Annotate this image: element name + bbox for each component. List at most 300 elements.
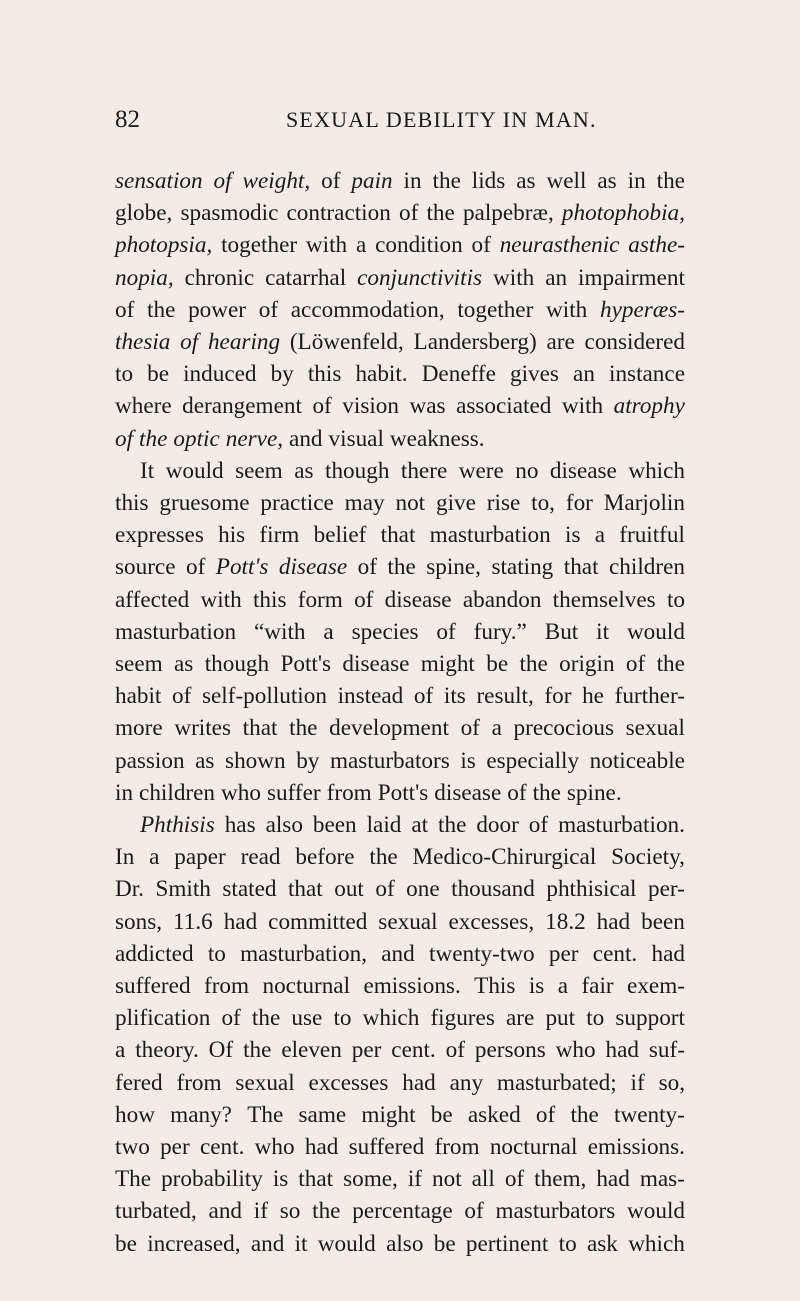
word: give bbox=[435, 490, 476, 516]
word: of bbox=[221, 1005, 241, 1032]
word: children bbox=[609, 554, 685, 581]
italic-word: photopsia, bbox=[115, 232, 213, 259]
word: the bbox=[387, 554, 416, 581]
word: would bbox=[165, 457, 224, 484]
word: as bbox=[597, 168, 617, 194]
word: read bbox=[240, 844, 281, 871]
word: as bbox=[174, 651, 194, 677]
word: abandon bbox=[462, 586, 542, 613]
word: the bbox=[426, 200, 455, 227]
text-line bbox=[115, 745, 685, 777]
text-line bbox=[115, 841, 685, 873]
word: been bbox=[641, 908, 685, 935]
word: of bbox=[528, 812, 549, 838]
word: Dr. bbox=[115, 876, 144, 903]
word: is bbox=[272, 1166, 289, 1193]
italic-word: Pott's bbox=[215, 554, 269, 581]
word: a bbox=[323, 618, 334, 645]
word: emissions. bbox=[587, 1134, 685, 1160]
word: of bbox=[321, 168, 341, 194]
text-line bbox=[115, 970, 685, 1002]
word: increased, bbox=[147, 1230, 241, 1257]
word: masturbated; bbox=[496, 1069, 617, 1096]
word: of bbox=[115, 296, 135, 323]
italic-word: weight, bbox=[242, 168, 311, 194]
word: gruesome bbox=[159, 490, 250, 516]
word: 18.2 bbox=[545, 908, 586, 935]
word: though bbox=[325, 457, 390, 484]
italic-word: of bbox=[213, 168, 232, 194]
word: has bbox=[224, 812, 256, 838]
italic-word: thesia bbox=[115, 329, 171, 355]
word: to bbox=[586, 1005, 605, 1032]
word: seem bbox=[235, 457, 283, 484]
word: “with bbox=[253, 618, 306, 645]
text-line bbox=[115, 1131, 685, 1163]
word: self-pollution bbox=[201, 683, 327, 710]
word: palpebræ, bbox=[462, 200, 554, 227]
word: per- bbox=[648, 876, 685, 903]
word: origin bbox=[559, 651, 615, 677]
word: that bbox=[298, 1166, 334, 1193]
word: to bbox=[207, 940, 226, 967]
word: children bbox=[139, 779, 216, 806]
word: if bbox=[407, 1166, 422, 1193]
word: with bbox=[493, 264, 535, 291]
word: masturbation. bbox=[558, 812, 685, 838]
word: before bbox=[295, 844, 355, 871]
word: might bbox=[420, 651, 475, 677]
word: the bbox=[656, 168, 685, 194]
word: thousand bbox=[451, 876, 535, 903]
word: of bbox=[375, 876, 395, 903]
word: stated bbox=[222, 876, 277, 903]
text-line bbox=[115, 680, 685, 712]
italic-word: atrophy bbox=[613, 393, 685, 420]
word: of bbox=[464, 1198, 484, 1225]
word: more bbox=[115, 715, 163, 742]
italic-word: neurasthenic bbox=[499, 232, 620, 259]
word: affected bbox=[115, 586, 190, 613]
text-line bbox=[115, 906, 685, 938]
word: also bbox=[265, 812, 303, 838]
word: for bbox=[544, 683, 572, 710]
word: result, bbox=[476, 683, 534, 710]
word: in bbox=[627, 168, 646, 194]
word: power bbox=[188, 296, 247, 323]
word: shown bbox=[225, 747, 286, 774]
word: to, bbox=[531, 490, 555, 516]
text-line bbox=[115, 294, 685, 326]
word: theory. bbox=[135, 1037, 199, 1064]
word: at bbox=[411, 812, 429, 838]
text-line bbox=[115, 777, 685, 809]
word: per bbox=[160, 1134, 190, 1160]
word: its bbox=[443, 683, 466, 710]
word: he bbox=[582, 683, 604, 710]
word: phthisical bbox=[546, 876, 637, 903]
word: of bbox=[398, 200, 419, 227]
word: mas- bbox=[639, 1166, 685, 1193]
word: In bbox=[115, 844, 135, 871]
word: as bbox=[516, 168, 536, 194]
word: the bbox=[532, 779, 561, 806]
word: be bbox=[147, 361, 170, 388]
word: in bbox=[403, 168, 422, 194]
word: the bbox=[289, 715, 318, 742]
word: together bbox=[221, 232, 298, 259]
text-line bbox=[115, 1067, 685, 1099]
word: of bbox=[436, 618, 456, 645]
word: instead bbox=[337, 683, 404, 710]
word: sons, bbox=[115, 908, 163, 935]
word: gives bbox=[510, 361, 559, 388]
word: an bbox=[545, 264, 568, 291]
word: Smith bbox=[155, 876, 211, 903]
word: development bbox=[329, 715, 449, 742]
word: disease bbox=[342, 651, 410, 677]
italic-word: hyperæs- bbox=[599, 296, 685, 323]
word: that bbox=[287, 876, 323, 903]
word: a bbox=[594, 522, 606, 549]
word: is bbox=[528, 973, 545, 999]
word: them, bbox=[534, 1166, 587, 1193]
word: for bbox=[565, 490, 593, 516]
word: plification bbox=[115, 1005, 211, 1032]
text-line bbox=[115, 1034, 685, 1066]
word: of bbox=[354, 586, 374, 613]
word: this bbox=[115, 490, 149, 516]
word: The bbox=[115, 1166, 152, 1193]
word: the bbox=[656, 651, 685, 677]
word: spasmodic bbox=[180, 200, 279, 227]
word: of bbox=[312, 393, 332, 420]
word: had bbox=[304, 1134, 339, 1160]
italic-word: of bbox=[180, 329, 199, 355]
word: had bbox=[402, 1069, 436, 1096]
word: Of bbox=[208, 1037, 234, 1064]
word: if bbox=[630, 1069, 645, 1096]
word: from bbox=[176, 1069, 222, 1096]
word: be bbox=[433, 1230, 456, 1257]
word: rise bbox=[486, 490, 521, 516]
word: accommodation, bbox=[290, 296, 445, 323]
word: sexual bbox=[378, 908, 438, 935]
word: and bbox=[289, 425, 323, 452]
word: had bbox=[605, 1037, 639, 1064]
word: chronic bbox=[184, 264, 255, 291]
italic-word: asthe- bbox=[628, 232, 685, 259]
word: contraction bbox=[286, 200, 391, 227]
word: source bbox=[115, 554, 176, 581]
word: cent. bbox=[199, 1134, 245, 1160]
word: had bbox=[223, 908, 258, 935]
word: been bbox=[312, 812, 357, 838]
word: and bbox=[250, 1230, 285, 1257]
word: of bbox=[186, 554, 206, 581]
word: which bbox=[628, 1230, 685, 1257]
word: as bbox=[195, 747, 215, 774]
word: Marjolin bbox=[603, 490, 685, 516]
word: to bbox=[558, 1230, 577, 1257]
word: which bbox=[628, 457, 685, 484]
word: excesses bbox=[308, 1069, 389, 1096]
word: disease bbox=[434, 779, 502, 806]
word: to bbox=[333, 1005, 352, 1032]
word: fair bbox=[581, 973, 614, 999]
word: asked bbox=[467, 1101, 521, 1128]
word: suffered bbox=[348, 1134, 425, 1160]
text-line bbox=[115, 390, 685, 422]
word: figures bbox=[430, 1005, 495, 1032]
word: two bbox=[115, 1134, 150, 1160]
text-line bbox=[115, 712, 685, 744]
italic-word: disease bbox=[278, 554, 348, 581]
word: addicted bbox=[115, 940, 194, 967]
text-line bbox=[115, 1228, 685, 1260]
word: condition bbox=[375, 232, 463, 259]
word: one bbox=[406, 876, 440, 903]
text-line bbox=[115, 326, 685, 358]
word: The bbox=[247, 1101, 284, 1128]
word: many? bbox=[170, 1101, 232, 1128]
word: Pott's bbox=[280, 651, 332, 677]
word: But bbox=[544, 618, 579, 645]
word: this bbox=[252, 586, 287, 613]
word: of bbox=[357, 554, 377, 581]
word: stating bbox=[491, 554, 554, 581]
word: his bbox=[218, 522, 246, 549]
word: persons bbox=[474, 1037, 546, 1064]
word: themselves bbox=[552, 586, 656, 613]
word: the bbox=[312, 1198, 341, 1225]
word: that bbox=[242, 715, 278, 742]
word: noticeable bbox=[589, 747, 685, 774]
italic-word: of bbox=[115, 425, 134, 452]
word: are bbox=[546, 329, 575, 355]
page-number: 82 bbox=[115, 106, 140, 133]
word: it bbox=[596, 618, 610, 645]
italic-word: the bbox=[139, 425, 168, 452]
text-line bbox=[115, 262, 685, 294]
word: habit. bbox=[355, 361, 408, 388]
word: would bbox=[627, 1198, 685, 1225]
word: laid bbox=[366, 812, 402, 838]
word: paper bbox=[174, 844, 226, 871]
word: how bbox=[115, 1101, 155, 1128]
word: Landersberg) bbox=[413, 329, 537, 355]
word: of bbox=[172, 683, 192, 710]
italic-word: Phthisis bbox=[140, 812, 215, 838]
word: emissions. bbox=[363, 973, 461, 999]
word: support bbox=[615, 1005, 685, 1032]
word: the bbox=[369, 844, 398, 871]
word: is bbox=[460, 747, 476, 774]
word: twenty-two bbox=[429, 940, 535, 967]
word: cent. bbox=[592, 940, 638, 967]
word: and bbox=[381, 940, 415, 967]
word: if bbox=[253, 1198, 268, 1225]
word: of bbox=[471, 232, 491, 259]
word: though bbox=[204, 651, 270, 677]
text-line bbox=[115, 1195, 685, 1227]
word: 11.6 bbox=[173, 908, 213, 935]
word: impairment bbox=[578, 264, 685, 291]
word: fruitful bbox=[619, 522, 685, 549]
word: it bbox=[294, 1230, 308, 1257]
word: there bbox=[400, 457, 448, 484]
word: same bbox=[298, 1101, 347, 1128]
word: It bbox=[140, 457, 155, 484]
text-line bbox=[115, 423, 685, 455]
word: and bbox=[208, 1198, 243, 1225]
word: well bbox=[546, 168, 587, 194]
word: of bbox=[445, 1037, 465, 1064]
word: from bbox=[203, 973, 250, 999]
text-line bbox=[115, 616, 685, 648]
word: were bbox=[458, 457, 504, 484]
word: (Löwenfeld, bbox=[289, 329, 404, 355]
text-line bbox=[115, 487, 685, 519]
italic-word: hearing bbox=[207, 329, 281, 355]
word: excesses, bbox=[448, 908, 535, 935]
word: as bbox=[294, 457, 314, 484]
word: a bbox=[115, 1037, 126, 1064]
word: had bbox=[651, 940, 685, 967]
text-line bbox=[115, 1163, 685, 1195]
text-line bbox=[115, 873, 685, 905]
word: practice bbox=[260, 490, 334, 516]
text-line bbox=[140, 455, 685, 487]
word: may bbox=[344, 490, 385, 516]
word: the bbox=[243, 1037, 272, 1064]
word: induced bbox=[183, 361, 257, 388]
word: Society, bbox=[611, 844, 685, 871]
word: had bbox=[596, 908, 631, 935]
italic-word: conjunctivitis bbox=[357, 264, 483, 291]
word: be bbox=[486, 651, 509, 677]
word: so bbox=[279, 1198, 301, 1225]
word: so, bbox=[658, 1069, 685, 1096]
word: where bbox=[115, 393, 172, 420]
word: pertinent bbox=[465, 1230, 549, 1257]
word: that bbox=[563, 554, 599, 581]
word: visual bbox=[328, 425, 384, 452]
running-head: SEXUAL DEBILITY IN MAN. bbox=[286, 107, 597, 132]
word: especially bbox=[486, 747, 580, 774]
word: associated bbox=[456, 393, 552, 420]
word: disease bbox=[384, 586, 452, 613]
word: nocturnal bbox=[489, 1134, 578, 1160]
word: who bbox=[555, 1037, 596, 1064]
word: committed bbox=[268, 908, 368, 935]
italic-word: nerve, bbox=[225, 425, 284, 452]
word: masturbators bbox=[495, 1198, 616, 1225]
word: door bbox=[476, 812, 519, 838]
word: was bbox=[409, 393, 446, 420]
text-line bbox=[115, 519, 685, 551]
word: which bbox=[362, 1005, 420, 1032]
word: of bbox=[535, 1101, 556, 1128]
word: out bbox=[334, 876, 364, 903]
word: disease bbox=[549, 457, 617, 484]
word: instance bbox=[609, 361, 685, 388]
word: passion bbox=[115, 747, 185, 774]
word: from bbox=[434, 1134, 480, 1160]
word: who bbox=[254, 1134, 295, 1160]
word: spine, bbox=[426, 554, 481, 581]
word: derangement bbox=[182, 393, 302, 420]
word: an bbox=[573, 361, 595, 388]
word: of bbox=[504, 1166, 525, 1193]
word: firm bbox=[259, 522, 300, 549]
word: per bbox=[351, 1037, 382, 1064]
word: not bbox=[432, 1166, 462, 1193]
word: any bbox=[449, 1069, 484, 1096]
word: a bbox=[491, 715, 502, 742]
word: of bbox=[625, 651, 646, 677]
text-line bbox=[115, 1099, 685, 1131]
word: catarrhal bbox=[265, 264, 347, 291]
text-line bbox=[115, 648, 685, 680]
word: masturbation bbox=[115, 618, 237, 645]
word: in bbox=[115, 779, 134, 806]
text-line bbox=[115, 358, 685, 390]
word: the bbox=[432, 168, 461, 194]
word: by bbox=[270, 361, 294, 388]
word: form bbox=[297, 586, 343, 613]
word: with bbox=[561, 393, 604, 420]
word: lids bbox=[471, 168, 506, 194]
word: seem bbox=[115, 651, 163, 677]
word: masturbators bbox=[329, 747, 450, 774]
word: with bbox=[305, 232, 348, 259]
word: habit bbox=[115, 683, 162, 710]
word: is bbox=[565, 522, 581, 549]
word: weakness. bbox=[389, 425, 485, 452]
word: not bbox=[395, 490, 426, 516]
word: turbated, bbox=[115, 1198, 197, 1225]
word: suf- bbox=[648, 1037, 685, 1064]
word: with bbox=[200, 586, 242, 613]
word: exem- bbox=[627, 973, 685, 999]
word: Pott's bbox=[377, 779, 429, 806]
word: the bbox=[570, 1101, 599, 1128]
word: This bbox=[474, 973, 516, 999]
word: vision bbox=[342, 393, 399, 420]
italic-word: nopia, bbox=[115, 264, 174, 291]
word: sexual bbox=[625, 715, 685, 742]
word: would bbox=[626, 618, 685, 645]
word: together bbox=[457, 296, 534, 323]
word: would bbox=[317, 1230, 376, 1257]
word: spine. bbox=[566, 779, 622, 806]
word: considered bbox=[584, 329, 685, 355]
word: fury.” bbox=[473, 618, 527, 645]
word: the bbox=[438, 812, 467, 838]
word: of bbox=[413, 683, 434, 710]
word: are bbox=[505, 1005, 535, 1032]
italic-word: photophobia, bbox=[561, 200, 685, 227]
word: fered bbox=[115, 1069, 163, 1096]
word: use bbox=[291, 1005, 323, 1032]
word: further- bbox=[614, 683, 685, 710]
word: probability bbox=[161, 1166, 263, 1193]
word: from bbox=[326, 779, 372, 806]
word: be bbox=[115, 1230, 137, 1257]
word: the bbox=[519, 651, 548, 677]
word: expresses bbox=[115, 522, 204, 549]
